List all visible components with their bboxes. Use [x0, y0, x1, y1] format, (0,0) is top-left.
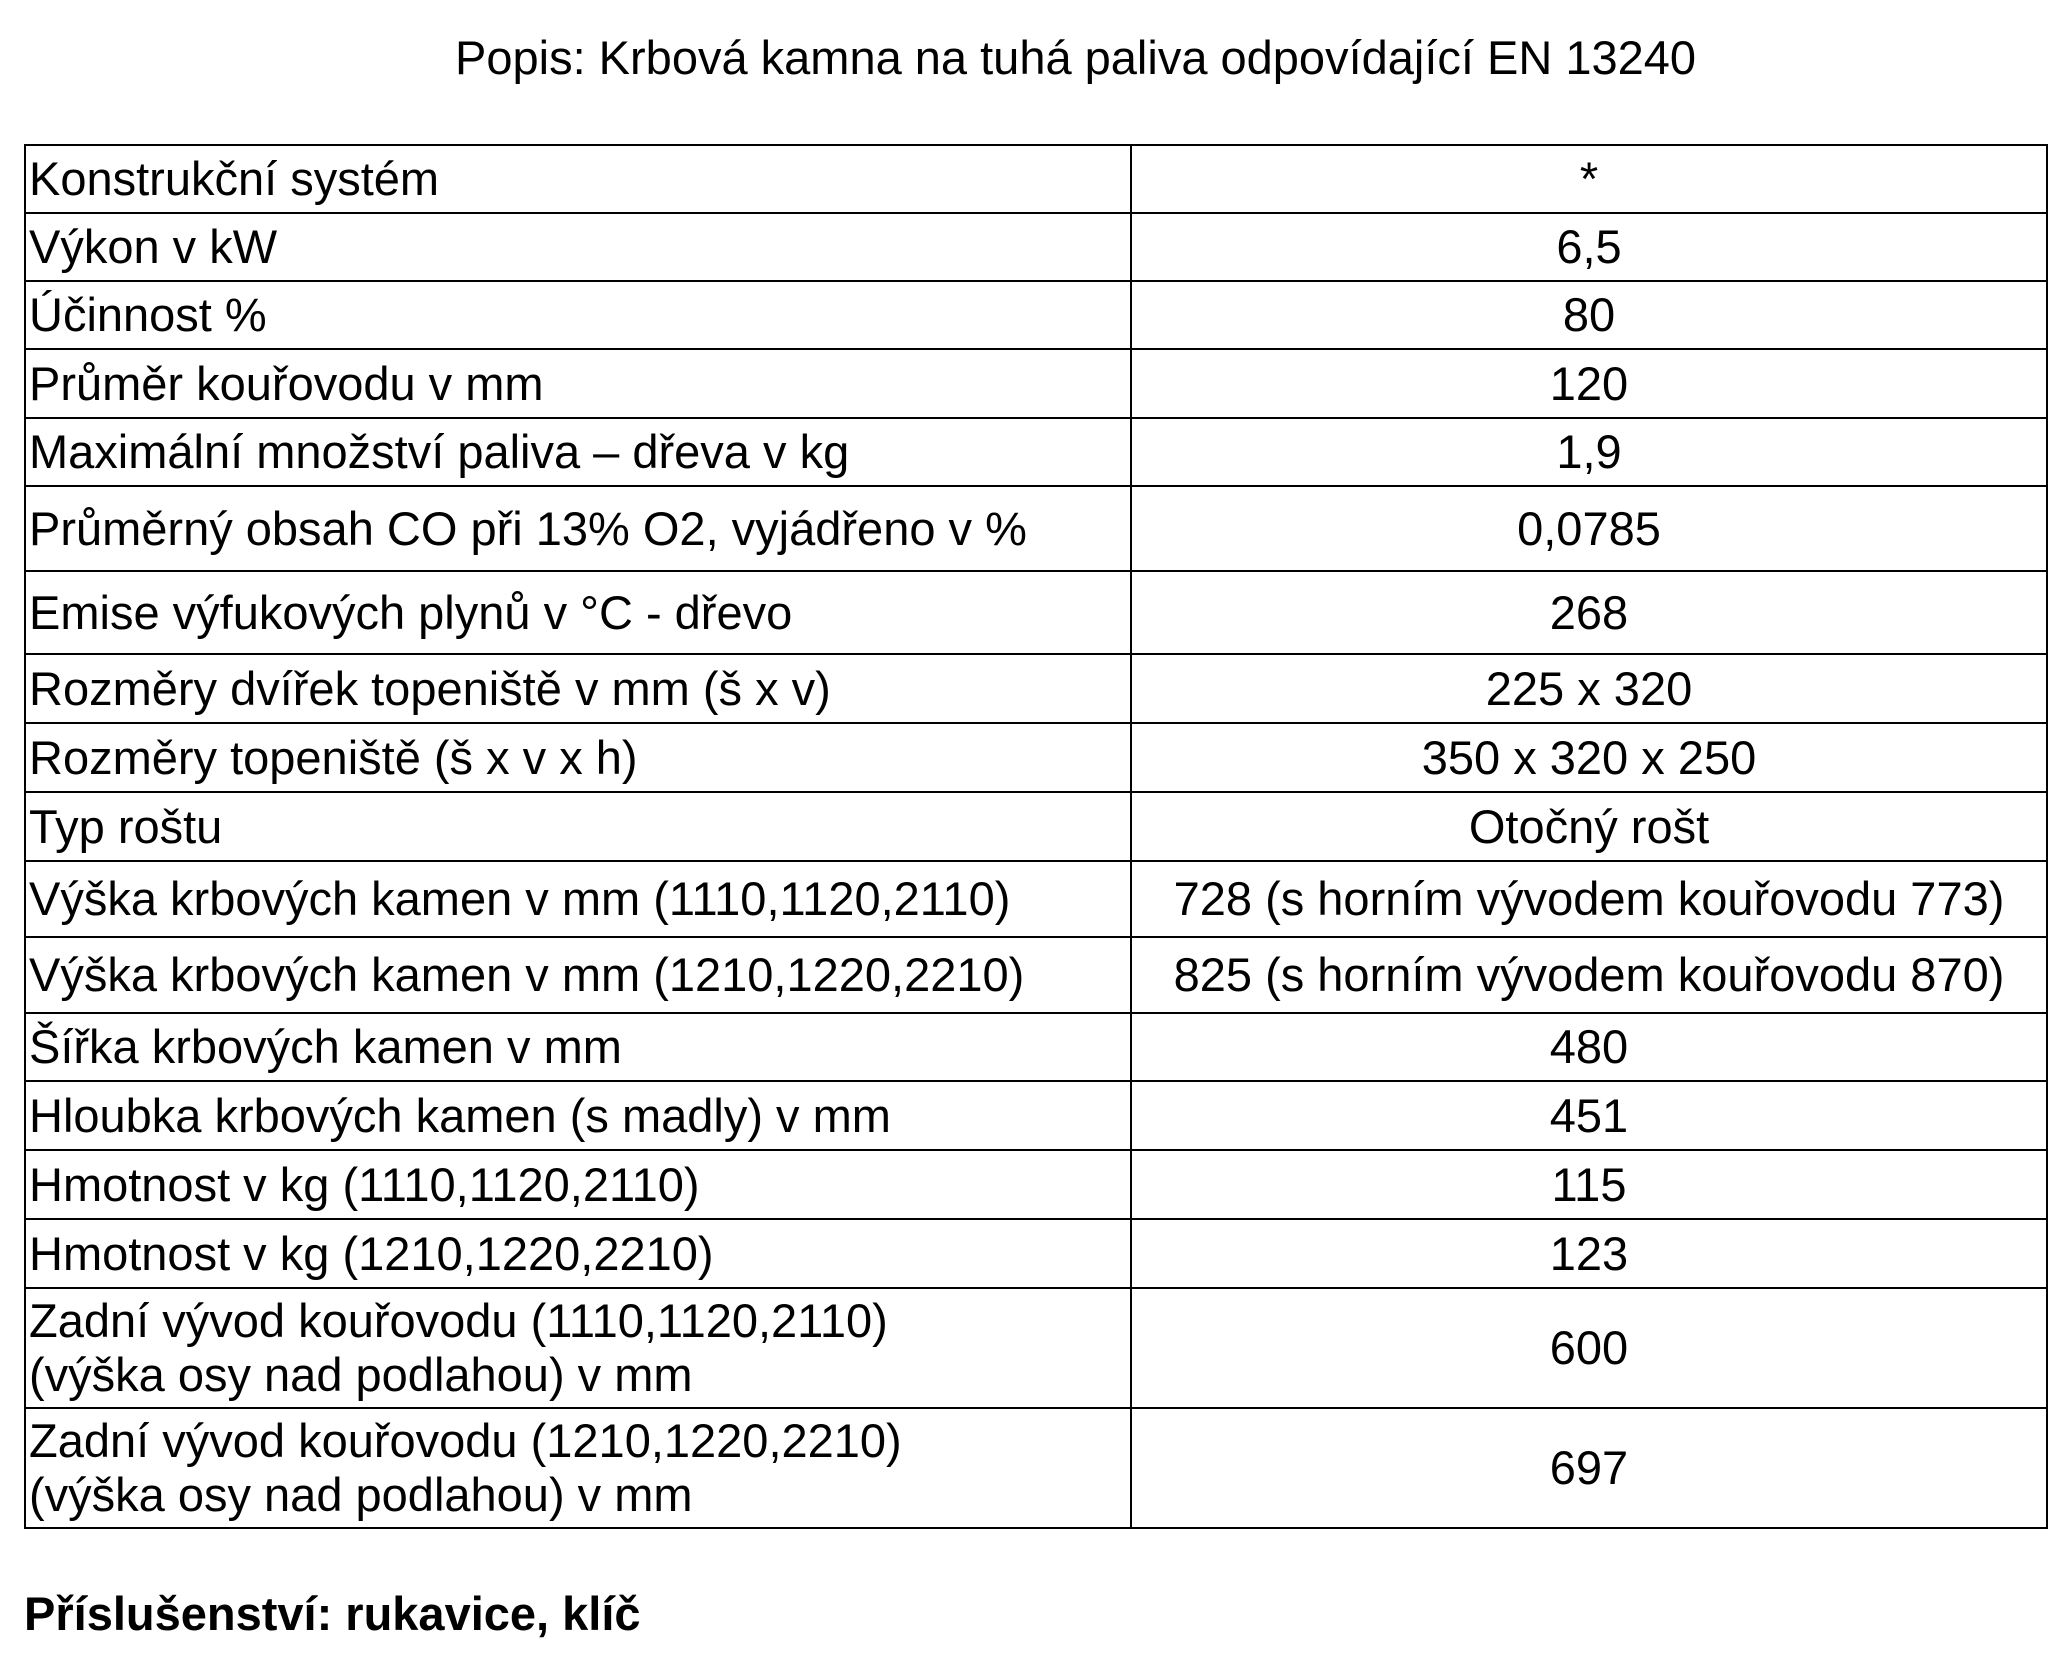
label-line: Výkon v kW	[29, 220, 278, 273]
row-label	[25, 1408, 1131, 1528]
row-value: 600	[1131, 1288, 2047, 1408]
row-label	[25, 213, 1131, 281]
row-label	[25, 145, 1131, 213]
label-line: Zadní vývod kouřovodu (1110,1120,2110)	[29, 1294, 888, 1347]
row-value: 1,9	[1131, 418, 2047, 486]
row-label	[25, 571, 1131, 654]
label-line: Zadní vývod kouřovodu (1210,1220,2210)	[29, 1414, 902, 1467]
label-line: Maximální množství paliva – dřeva v kg	[29, 425, 850, 478]
spec-table	[24, 144, 2048, 1529]
row-label	[25, 1081, 1131, 1150]
table-row	[25, 1288, 2047, 1408]
table-row	[25, 1150, 2047, 1219]
row-value: 123	[1131, 1219, 2047, 1288]
row-value: 451	[1131, 1081, 2047, 1150]
row-value: 728 (s horním vývodem kouřovodu 773)	[1131, 861, 2047, 937]
table-row	[25, 145, 2047, 213]
table-row	[25, 349, 2047, 418]
row-value: 80	[1131, 281, 2047, 349]
table-row	[25, 723, 2047, 792]
table-row	[25, 861, 2047, 937]
label-line: Hloubka krbových kamen (s madly) v mm	[29, 1088, 891, 1142]
accessories-note: Příslušenství: rukavice, klíč	[24, 1587, 641, 1640]
table-row	[25, 1408, 2047, 1528]
label-line: Výška krbových kamen v mm (1210,1220,2210)	[29, 948, 1025, 1001]
row-value: 120	[1131, 349, 2047, 418]
table-row	[25, 571, 2047, 654]
label-line: Emise výfukových plynů v °C - dřevo	[29, 585, 793, 639]
row-label	[25, 654, 1131, 723]
row-value: 268	[1131, 571, 2047, 654]
table-row	[25, 486, 2047, 571]
label-line: Rozměry dvířek topeniště v mm (š x v)	[29, 661, 831, 715]
table-row	[25, 1219, 2047, 1288]
row-label	[25, 349, 1131, 418]
row-label	[25, 418, 1131, 486]
row-value: 350 x 320 x 250	[1131, 723, 2047, 792]
table-row	[25, 281, 2047, 349]
page-title: Popis: Krbová kamna na tuhá paliva odpovídající EN 13240	[455, 31, 1697, 84]
row-label	[25, 1150, 1131, 1219]
table-row	[25, 937, 2047, 1013]
row-label	[25, 937, 1131, 1013]
table-row	[25, 654, 2047, 723]
row-value: 0,0785	[1131, 486, 2047, 571]
row-label	[25, 861, 1131, 937]
label-line: Typ roštu	[29, 799, 223, 853]
row-value: Otočný rošt	[1131, 792, 2047, 861]
label-line: Účinnost %	[29, 288, 267, 341]
label-line: Rozměry topeniště (š x v x h)	[29, 730, 638, 784]
row-label	[25, 281, 1131, 349]
label-line: (výška osy nad podlahou) v mm	[29, 1468, 693, 1521]
row-label	[25, 1013, 1131, 1081]
table-row	[25, 792, 2047, 861]
label-line: Hmotnost v kg (1210,1220,2210)	[29, 1226, 714, 1280]
row-label	[25, 792, 1131, 861]
row-value: 825 (s horním vývodem kouřovodu 870)	[1131, 937, 2047, 1013]
row-value: 6,5	[1131, 213, 2047, 281]
table-row	[25, 1081, 2047, 1150]
label-line: Konstrukční systém	[29, 152, 440, 205]
row-label	[25, 486, 1131, 571]
row-value: 225 x 320	[1131, 654, 2047, 723]
label-line: Výška krbových kamen v mm (1110,1120,2110)	[29, 872, 1011, 925]
label-line: (výška osy nad podlahou) v mm	[29, 1348, 693, 1401]
label-line: Šířka krbových kamen v mm	[29, 1020, 622, 1073]
row-value: *	[1131, 145, 2047, 213]
table-row	[25, 213, 2047, 281]
row-label	[25, 1219, 1131, 1288]
row-label	[25, 1288, 1131, 1408]
row-value: 697	[1131, 1408, 2047, 1528]
row-value: 480	[1131, 1013, 2047, 1081]
row-value: 115	[1131, 1150, 2047, 1219]
table-row	[25, 418, 2047, 486]
row-label	[25, 723, 1131, 792]
label-line: Průměrný obsah CO při 13% O2, vyjádřeno v %	[29, 501, 1027, 555]
table-row	[25, 1013, 2047, 1081]
label-line: Průměr kouřovodu v mm	[29, 356, 544, 410]
label-line: Hmotnost v kg (1110,1120,2110)	[29, 1157, 700, 1211]
